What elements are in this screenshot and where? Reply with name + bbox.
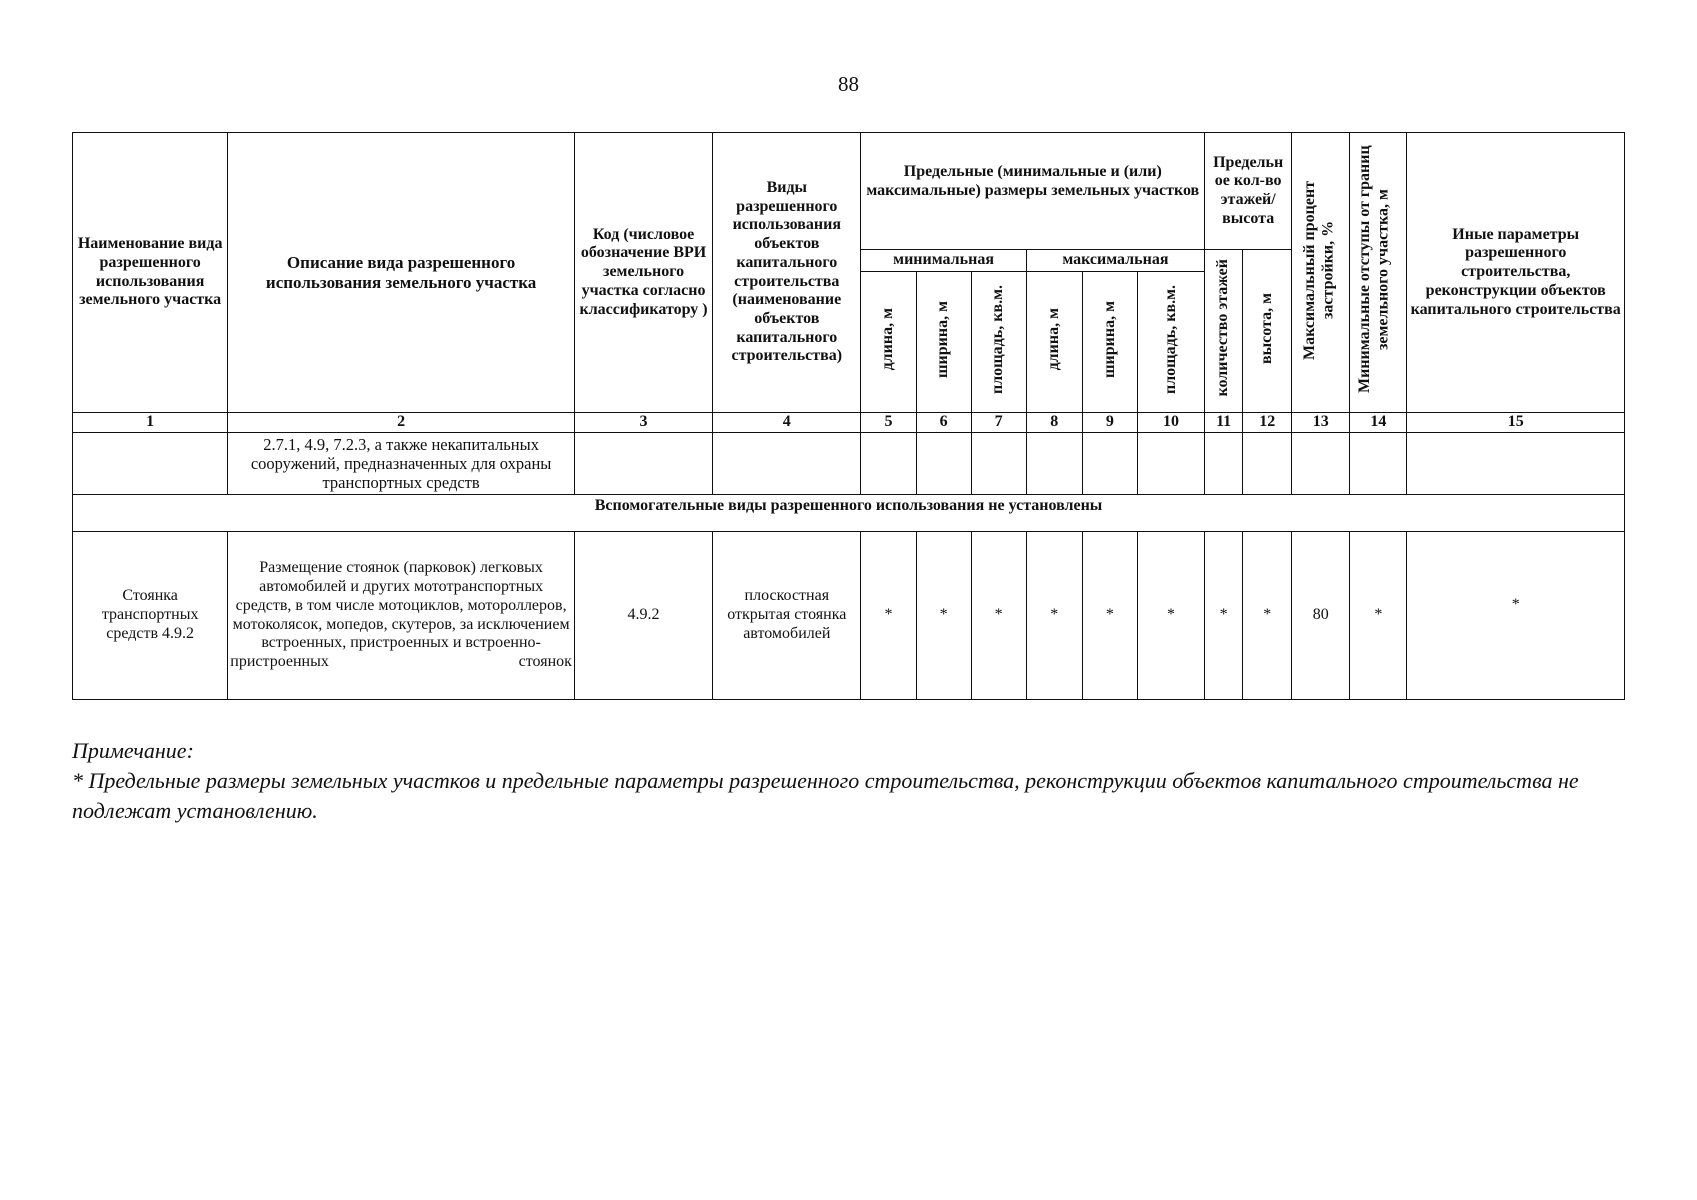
header-max-width bbox=[1082, 272, 1137, 413]
column-number: 5 bbox=[861, 413, 916, 433]
column-numbers-row bbox=[73, 413, 1625, 433]
header-min-length-text: длина, м bbox=[879, 307, 897, 371]
column-number: 9 bbox=[1082, 413, 1137, 433]
column-number: 10 bbox=[1137, 413, 1204, 433]
cell bbox=[574, 433, 712, 495]
header-min: минимальная bbox=[861, 250, 1026, 272]
header-height-text: высота, м bbox=[1257, 292, 1275, 364]
header-limits: Предельные (минимальные и (или) максимальные) размеры земельных участков bbox=[861, 133, 1205, 250]
column-number: 11 bbox=[1205, 413, 1243, 433]
column-number: 8 bbox=[1026, 413, 1082, 433]
cell bbox=[971, 433, 1026, 495]
row-capital-objects: плоскостная открытая стоянка автомобилей bbox=[713, 532, 861, 700]
row-height: * bbox=[1243, 532, 1292, 700]
cell bbox=[1243, 433, 1292, 495]
cell bbox=[1407, 433, 1625, 495]
column-number: 14 bbox=[1350, 413, 1407, 433]
column-number: 12 bbox=[1243, 413, 1292, 433]
header-height bbox=[1243, 250, 1292, 413]
cell bbox=[713, 433, 861, 495]
note-title: Примечание: bbox=[72, 738, 194, 763]
header-floors-group: Предельн ое кол-во этажей/ высота bbox=[1205, 133, 1292, 250]
row-max-length: * bbox=[1026, 532, 1082, 700]
row-min-width: * bbox=[916, 532, 971, 700]
header-max-percent-text: Максимальный процент застройки, % bbox=[1300, 180, 1337, 360]
cell bbox=[1205, 433, 1243, 495]
column-number: 2 bbox=[228, 413, 575, 433]
row-min-offsets: * bbox=[1350, 532, 1407, 700]
header-name: Наименование вида разрешенного использования земельного участка bbox=[73, 133, 228, 413]
cell bbox=[1350, 433, 1407, 495]
row-name: Стоянка транспортных средств 4.9.2 bbox=[73, 532, 228, 700]
column-number: 15 bbox=[1407, 413, 1625, 433]
row-floors: * bbox=[1205, 532, 1243, 700]
cell bbox=[73, 433, 228, 495]
header-max-area-text: площадь, кв.м. bbox=[1161, 284, 1179, 394]
header-capital-objects: Виды разрешенного использования объектов капитального строительства (наименование объектов капитального строительства) bbox=[713, 133, 861, 413]
header-min-offsets bbox=[1350, 133, 1407, 413]
header-min-width-text: ширина, м bbox=[934, 300, 952, 378]
cell bbox=[1026, 433, 1082, 495]
continuation-row bbox=[73, 433, 1625, 495]
column-number: 6 bbox=[916, 413, 971, 433]
cell bbox=[916, 433, 971, 495]
header-max-area bbox=[1137, 272, 1204, 413]
note bbox=[72, 736, 1632, 826]
row-code: 4.9.2 bbox=[574, 532, 712, 700]
continuation-text: 2.7.1, 4.9, 7.2.3, а также некапитальных сооружений, предназначенных для охраны транспортных средств bbox=[228, 433, 575, 495]
header-max: максимальная bbox=[1026, 250, 1204, 272]
header-other: Иные параметры разрешенного строительства, реконструкции объектов капитального строительства bbox=[1407, 133, 1625, 413]
cell bbox=[1137, 433, 1204, 495]
cell bbox=[1082, 433, 1137, 495]
header-min-area-text: площадь, кв.м. bbox=[989, 284, 1007, 394]
row-max-width: * bbox=[1082, 532, 1137, 700]
row-max-percent: 80 bbox=[1292, 532, 1350, 700]
regulations-table bbox=[72, 132, 1625, 700]
header-min-area bbox=[971, 272, 1026, 413]
column-number: 7 bbox=[971, 413, 1026, 433]
column-number: 13 bbox=[1292, 413, 1350, 433]
row-min-area: * bbox=[971, 532, 1026, 700]
cell bbox=[1292, 433, 1350, 495]
row-description: Размещение стоянок (парковок) легковых автомобилей и других мототранспортных средств, в том числе мотоциклов, мотороллеров, мотоколясок, мопедов, скутеров, за исключением встроенных, пристроенных и встроенно-пристроенных стоянок bbox=[228, 532, 575, 700]
column-number: 1 bbox=[73, 413, 228, 433]
header-min-width bbox=[916, 272, 971, 413]
header-description: Описание вида разрешенного использования земельного участка bbox=[228, 133, 575, 413]
note-text: * Предельные размеры земельных участков и предельные параметры разрешенного строительства, реконструкции объектов капитального строительства не подлежат установлению. bbox=[72, 768, 1579, 823]
header-min-length bbox=[861, 272, 916, 413]
header-floors-text: количество этажей bbox=[1214, 259, 1232, 397]
section-title: Вспомогательные виды разрешенного использования не установлены bbox=[73, 495, 1625, 532]
header-max-length bbox=[1026, 272, 1082, 413]
header-max-length-text: длина, м bbox=[1044, 307, 1062, 371]
cell bbox=[861, 433, 916, 495]
header-floors bbox=[1205, 250, 1243, 413]
header-min-offsets-text: Минимальные отступы от границ земельного участка, м bbox=[1356, 145, 1393, 394]
header-code: Код (числовое обозначение ВРИ земельного участка согласно классификатору ) bbox=[574, 133, 712, 413]
row-max-area: * bbox=[1137, 532, 1204, 700]
column-number: 3 bbox=[574, 413, 712, 433]
header-max-percent bbox=[1292, 133, 1350, 413]
header-max-width-text: ширина, м bbox=[1100, 300, 1118, 378]
row-other: * bbox=[1407, 532, 1625, 700]
table-row bbox=[73, 532, 1625, 700]
page-number: 88 bbox=[838, 72, 859, 96]
column-number: 4 bbox=[713, 413, 861, 433]
section-row bbox=[73, 495, 1625, 532]
row-min-length: * bbox=[861, 532, 916, 700]
